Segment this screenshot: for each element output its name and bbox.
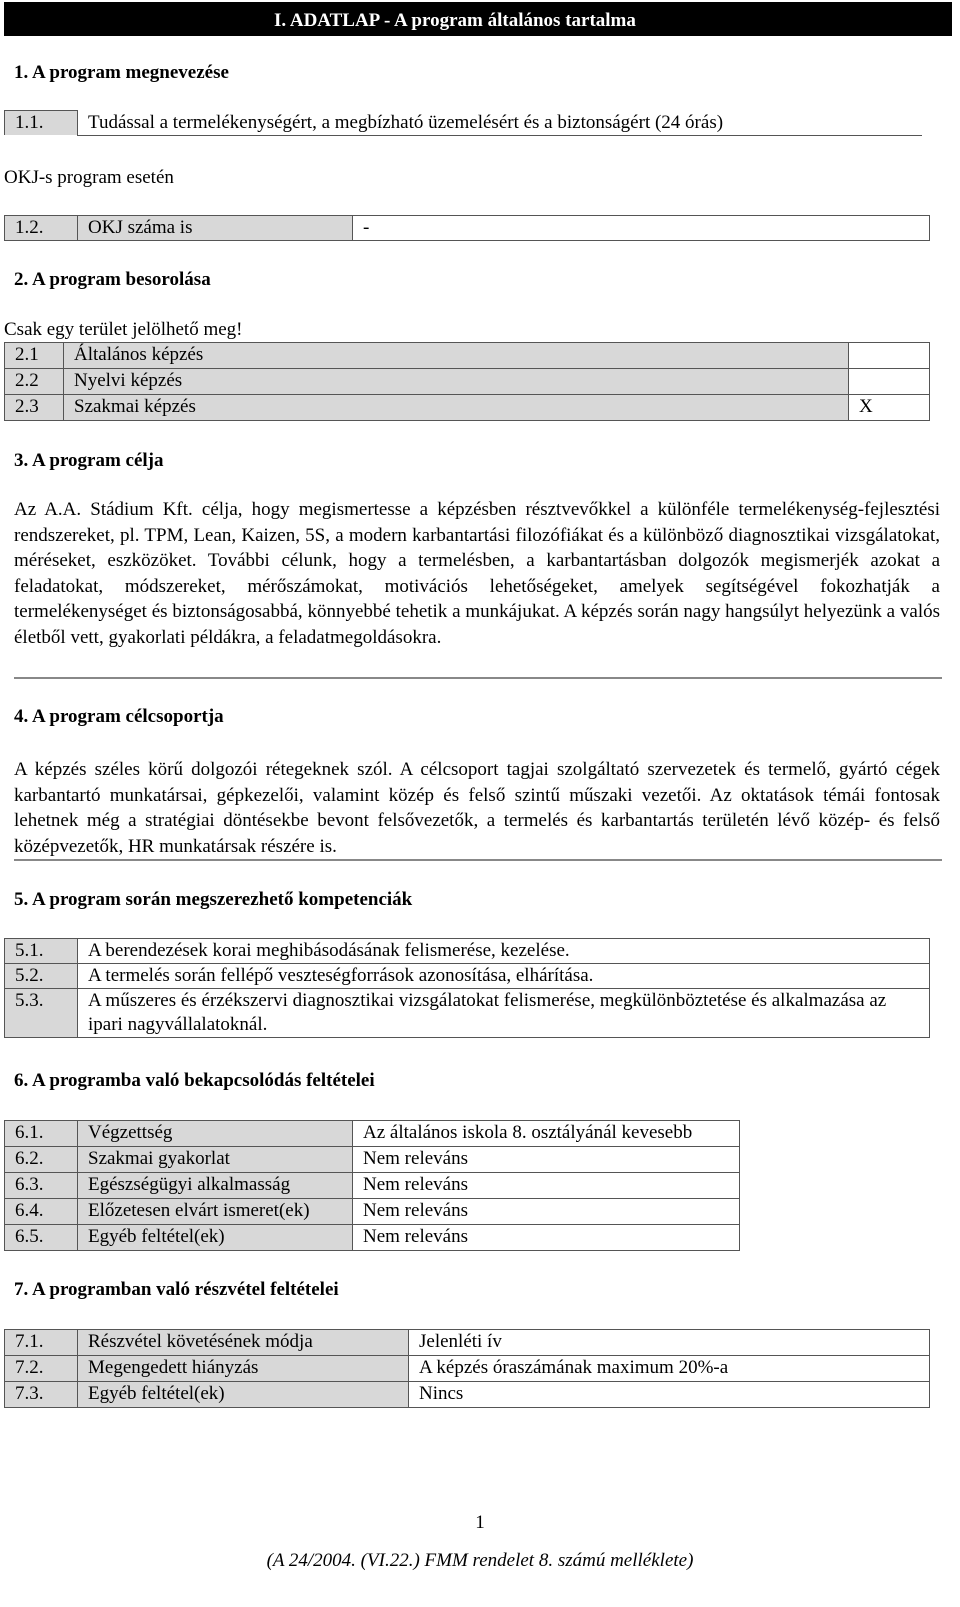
competency-text: A berendezések korai meghibásodásának felismerése, kezelése.: [78, 939, 930, 964]
section-5-heading: 5. A program során megszerezhető kompetenciák: [14, 889, 413, 910]
classification-row: [5, 395, 930, 421]
section-7-heading: 7. A programban való részvétel feltételei: [14, 1279, 339, 1300]
entry-condition-value: Az általános iskola 8. osztályánál kevesebb: [353, 1121, 740, 1147]
page-number: 1: [475, 1512, 485, 1533]
section-4-heading: 4. A program célcsoportja: [14, 706, 224, 727]
participation-condition-number: 7.1.: [5, 1330, 78, 1356]
participation-condition-value: Jelenléti ív: [409, 1330, 930, 1356]
classification-mark: X: [849, 395, 930, 421]
entry-condition-value: Nem releváns: [353, 1147, 740, 1173]
classification-mark: [849, 343, 930, 369]
competency-number: 5.1.: [5, 939, 78, 964]
entry-condition-number: 6.2.: [5, 1147, 78, 1173]
section-6-heading: 6. A programba való bekapcsolódás feltételei: [14, 1070, 375, 1091]
participation-condition-number: 7.2.: [5, 1356, 78, 1382]
classification-table: [4, 342, 930, 421]
entry-condition-number: 6.4.: [5, 1199, 78, 1225]
participation-condition-row: [5, 1356, 930, 1382]
section-divider: [14, 677, 942, 679]
classification-number: 2.3: [5, 395, 64, 421]
participation-conditions-table: [4, 1329, 930, 1408]
sheet-title-bar: [4, 2, 952, 36]
entry-condition-number: 6.3.: [5, 1173, 78, 1199]
target-group-text: A képzés széles körű dolgozói rétegeknek szól. A célcsoport tagjai szolgáltató szervezetek és termelő, gyártó cégek karbantartó munkatársai, gépkezelői, valamint közép és felső szintű műszaki vezetői. Az oktatások témái fontosak lehetnek még a stratégiai döntésekbe bevont felsővezetők, a termelés és karbantartás területén lévő közép- és felső középvezetők, HR munkatársak részére is.: [14, 759, 940, 857]
program-name-number: 1.1.: [5, 111, 78, 136]
entry-conditions-table: [4, 1120, 740, 1251]
entry-condition-value: Nem releváns: [353, 1225, 740, 1251]
program-goal-text: Az A.A. Stádium Kft. célja, hogy megismertesse a képzésben résztvevőkkel a különféle termelékenység-fejlesztési rendszereket, pl. TPM, Lean, Kaizen, 5S, a modern karbantartási filozófiákat és a különböző diagnosztikai vizsgálatokat, méréseket, eszközöket. További célunk, hogy a termelésben, a karbantartásban dolgozók megismerjék azokat a feladatokat, módszereket, mérőszámokat, motivációs lehetőségeket, amelyek segítségével fokozhatják a termelékenységet és biztonságosabbá, könnyebbé tehetik a munkájukat. A képzés során nagy hangsúlyt helyezünk a valós életből vett, gyakorlati példákra, a feladatmegoldásokra.: [14, 499, 940, 648]
entry-condition-row: [5, 1173, 740, 1199]
entry-condition-row: [5, 1121, 740, 1147]
entry-condition-number: 6.5.: [5, 1225, 78, 1251]
competency-text: A műszeres és érzékszervi diagnosztikai vizsgálatokat felismerése, megkülönböztetése és alkalmazása az ipari nagyvállalatoknál.: [78, 989, 930, 1038]
okj-value: -: [353, 216, 930, 241]
competency-row: [5, 939, 930, 964]
program-name-continuation: OKJ-s program esetén: [4, 167, 174, 188]
section-3-heading: 3. A program célja: [14, 450, 164, 471]
entry-condition-row: [5, 1147, 740, 1173]
participation-condition-row: [5, 1330, 930, 1356]
competency-number: 5.2.: [5, 964, 78, 989]
classification-label: Általános képzés: [64, 343, 849, 369]
okj-table: [4, 215, 930, 241]
entry-condition-label: Egészségügyi alkalmasság: [78, 1173, 353, 1199]
participation-condition-number: 7.3.: [5, 1382, 78, 1408]
classification-mark: [849, 369, 930, 395]
classification-row: [5, 369, 930, 395]
classification-label: Nyelvi képzés: [64, 369, 849, 395]
competency-row: [5, 964, 930, 989]
participation-condition-label: Részvétel követésének módja: [78, 1330, 409, 1356]
competency-row: [5, 989, 930, 1038]
okj-label: OKJ száma is: [78, 216, 353, 241]
competency-text: A termelés során fellépő veszteségforrások azonosítása, elhárítása.: [78, 964, 930, 989]
participation-condition-label: Egyéb feltétel(ek): [78, 1382, 409, 1408]
entry-condition-label: Egyéb feltétel(ek): [78, 1225, 353, 1251]
participation-condition-value: Nincs: [409, 1382, 930, 1408]
okj-number: 1.2.: [5, 216, 78, 241]
classification-row: [5, 343, 930, 369]
classification-number: 2.1: [5, 343, 64, 369]
entry-condition-label: Végzettség: [78, 1121, 353, 1147]
competencies-table: [4, 938, 930, 1038]
entry-condition-value: Nem releváns: [353, 1173, 740, 1199]
section-2-heading: 2. A program besorolása: [14, 269, 211, 290]
sheet-title: I. ADATLAP - A program általános tartalma: [274, 10, 636, 31]
entry-condition-label: Szakmai gyakorlat: [78, 1147, 353, 1173]
entry-condition-value: Nem releváns: [353, 1199, 740, 1225]
participation-condition-row: [5, 1382, 930, 1408]
participation-condition-label: Megengedett hiányzás: [78, 1356, 409, 1382]
entry-condition-label: Előzetesen elvárt ismeret(ek): [78, 1199, 353, 1225]
classification-note: Csak egy terület jelölhető meg!: [4, 319, 243, 340]
competency-number: 5.3.: [5, 989, 78, 1038]
section-1-heading: 1. A program megnevezése: [14, 62, 229, 83]
entry-condition-row: [5, 1199, 740, 1225]
classification-number: 2.2: [5, 369, 64, 395]
classification-label: Szakmai képzés: [64, 395, 849, 421]
entry-condition-number: 6.1.: [5, 1121, 78, 1147]
program-name-value: Tudással a termelékenységért, a megbízható üzemelésért és a biztonságért (24 órás): [78, 111, 923, 136]
program-name-table: [4, 110, 922, 136]
entry-condition-row: [5, 1225, 740, 1251]
participation-condition-value: A képzés óraszámának maximum 20%-a: [409, 1356, 930, 1382]
section-divider: [14, 859, 942, 861]
footer-note: (A 24/2004. (VI.22.) FMM rendelet 8. számú melléklete): [266, 1550, 694, 1571]
